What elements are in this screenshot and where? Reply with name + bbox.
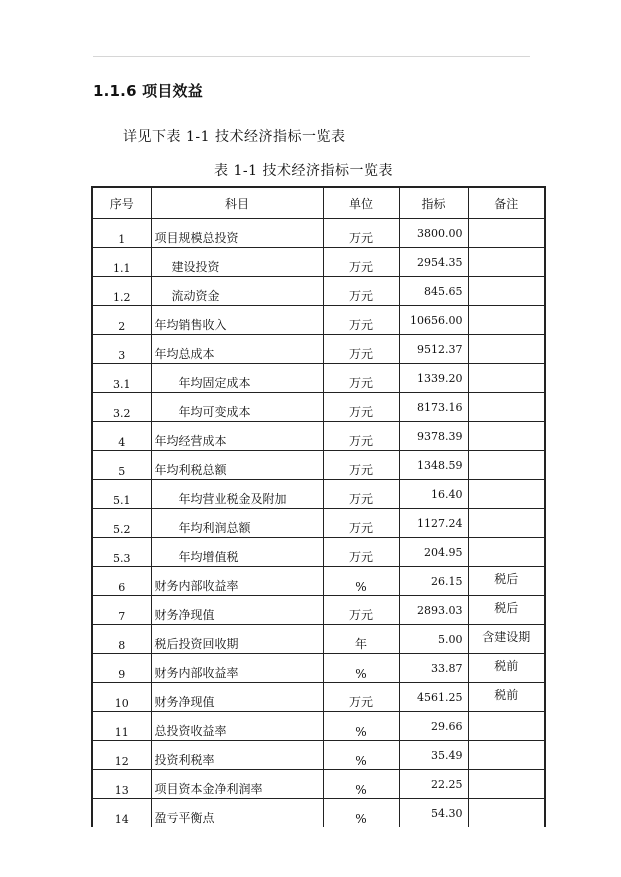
row-value: 1127.24 — [399, 509, 468, 538]
row-no: 5.2 — [92, 509, 151, 538]
intro-text: 详见下表 1-1 技术经济指标一览表 — [123, 129, 346, 145]
row-item: 年均经营成本 — [151, 422, 323, 451]
row-item: 年均可变成本 — [151, 393, 323, 422]
row-item: 年均利税总额 — [151, 451, 323, 480]
row-value: 845.65 — [399, 277, 468, 306]
section-heading: 1.1.6 项目效益 — [93, 82, 203, 100]
table-row — [92, 567, 545, 596]
row-no: 9 — [92, 654, 151, 683]
header-unit: 单位 — [323, 187, 399, 219]
row-item: 总投资收益率 — [151, 712, 323, 741]
row-unit: % — [323, 770, 399, 799]
row-note: 税后 — [468, 567, 545, 596]
row-note — [468, 741, 545, 770]
row-note: 税前 — [468, 654, 545, 683]
row-value: 10656.00 — [399, 306, 468, 335]
row-value: 204.95 — [399, 538, 468, 567]
row-no: 11 — [92, 712, 151, 741]
table-row — [92, 480, 545, 509]
row-item: 财务净现值 — [151, 596, 323, 625]
row-unit: 万元 — [323, 451, 399, 480]
table-row — [92, 770, 545, 799]
row-note — [468, 364, 545, 393]
row-value: 2954.35 — [399, 248, 468, 277]
table-row — [92, 277, 545, 306]
row-unit: % — [323, 712, 399, 741]
header-item: 科目 — [151, 187, 323, 219]
row-no: 5.1 — [92, 480, 151, 509]
row-value: 5.00 — [399, 625, 468, 654]
row-note — [468, 509, 545, 538]
row-note: 含建设期 — [468, 625, 545, 654]
row-note — [468, 480, 545, 509]
header-rule — [93, 56, 530, 57]
row-no: 10 — [92, 683, 151, 712]
table-row — [92, 422, 545, 451]
table-row — [92, 654, 545, 683]
row-value: 35.49 — [399, 741, 468, 770]
row-value: 26.15 — [399, 567, 468, 596]
table-row — [92, 451, 545, 480]
row-unit: 万元 — [323, 480, 399, 509]
row-value: 1348.59 — [399, 451, 468, 480]
row-item: 建设投资 — [151, 248, 323, 277]
row-item: 项目规模总投资 — [151, 219, 323, 248]
table-row — [92, 683, 545, 712]
row-value: 8173.16 — [399, 393, 468, 422]
row-unit: % — [323, 741, 399, 770]
table-row — [92, 335, 545, 364]
row-unit: 万元 — [323, 596, 399, 625]
row-value: 33.87 — [399, 654, 468, 683]
row-value: 54.30 — [399, 799, 468, 828]
table-row — [92, 509, 545, 538]
table-row — [92, 306, 545, 335]
row-note — [468, 219, 545, 248]
row-no: 3.1 — [92, 364, 151, 393]
row-no: 3.2 — [92, 393, 151, 422]
row-item: 年均利润总额 — [151, 509, 323, 538]
table-row — [92, 219, 545, 248]
row-no: 1.1 — [92, 248, 151, 277]
table-row — [92, 712, 545, 741]
row-unit: 万元 — [323, 683, 399, 712]
row-unit: % — [323, 567, 399, 596]
row-no: 4 — [92, 422, 151, 451]
table-row — [92, 596, 545, 625]
row-no: 2 — [92, 306, 151, 335]
table-row — [92, 538, 545, 567]
row-unit: 万元 — [323, 509, 399, 538]
row-no: 3 — [92, 335, 151, 364]
header-note: 备注 — [468, 187, 545, 219]
row-no: 5 — [92, 451, 151, 480]
row-no: 13 — [92, 770, 151, 799]
table-row — [92, 625, 545, 654]
row-note: 税前 — [468, 683, 545, 712]
row-no: 14 — [92, 799, 151, 828]
row-note — [468, 712, 545, 741]
row-value: 4561.25 — [399, 683, 468, 712]
row-value: 9378.39 — [399, 422, 468, 451]
row-item: 年均固定成本 — [151, 364, 323, 393]
row-note — [468, 306, 545, 335]
row-note — [468, 393, 545, 422]
row-value: 1339.20 — [399, 364, 468, 393]
row-no: 1.2 — [92, 277, 151, 306]
row-no: 6 — [92, 567, 151, 596]
row-note — [468, 277, 545, 306]
row-unit: 万元 — [323, 306, 399, 335]
row-no: 12 — [92, 741, 151, 770]
tech-econ-indicator-table — [91, 186, 546, 827]
row-unit: 万元 — [323, 422, 399, 451]
row-note: 税后 — [468, 596, 545, 625]
table-header-row — [92, 187, 545, 219]
row-unit: 万元 — [323, 393, 399, 422]
row-unit: 年 — [323, 625, 399, 654]
table-row — [92, 393, 545, 422]
table-row — [92, 799, 545, 828]
row-item: 年均总成本 — [151, 335, 323, 364]
row-note — [468, 770, 545, 799]
row-no: 5.3 — [92, 538, 151, 567]
row-item: 财务净现值 — [151, 683, 323, 712]
header-value: 指标 — [399, 187, 468, 219]
table-row — [92, 741, 545, 770]
row-unit: 万元 — [323, 538, 399, 567]
row-no: 8 — [92, 625, 151, 654]
row-value: 22.25 — [399, 770, 468, 799]
table-row — [92, 248, 545, 277]
row-value: 9512.37 — [399, 335, 468, 364]
row-no: 7 — [92, 596, 151, 625]
row-note — [468, 335, 545, 364]
row-no: 1 — [92, 219, 151, 248]
row-item: 税后投资回收期 — [151, 625, 323, 654]
row-value: 3800.00 — [399, 219, 468, 248]
row-unit: % — [323, 654, 399, 683]
header-no: 序号 — [92, 187, 151, 219]
row-item: 年均销售收入 — [151, 306, 323, 335]
row-value: 16.40 — [399, 480, 468, 509]
row-unit: 万元 — [323, 364, 399, 393]
row-item: 投资利税率 — [151, 741, 323, 770]
row-unit: 万元 — [323, 219, 399, 248]
row-unit: % — [323, 799, 399, 828]
row-item: 年均营业税金及附加 — [151, 480, 323, 509]
row-note — [468, 538, 545, 567]
row-note — [468, 799, 545, 828]
row-item: 流动资金 — [151, 277, 323, 306]
row-item: 财务内部收益率 — [151, 654, 323, 683]
row-note — [468, 422, 545, 451]
row-unit: 万元 — [323, 277, 399, 306]
row-value: 29.66 — [399, 712, 468, 741]
row-note — [468, 248, 545, 277]
row-item: 财务内部收益率 — [151, 567, 323, 596]
row-value: 2893.03 — [399, 596, 468, 625]
row-item: 年均增值税 — [151, 538, 323, 567]
row-unit: 万元 — [323, 335, 399, 364]
row-unit: 万元 — [323, 248, 399, 277]
row-item: 项目资本金净利润率 — [151, 770, 323, 799]
table-caption: 表 1-1 技术经济指标一览表 — [214, 163, 393, 179]
row-note — [468, 451, 545, 480]
row-item: 盈亏平衡点 — [151, 799, 323, 828]
table-row — [92, 364, 545, 393]
